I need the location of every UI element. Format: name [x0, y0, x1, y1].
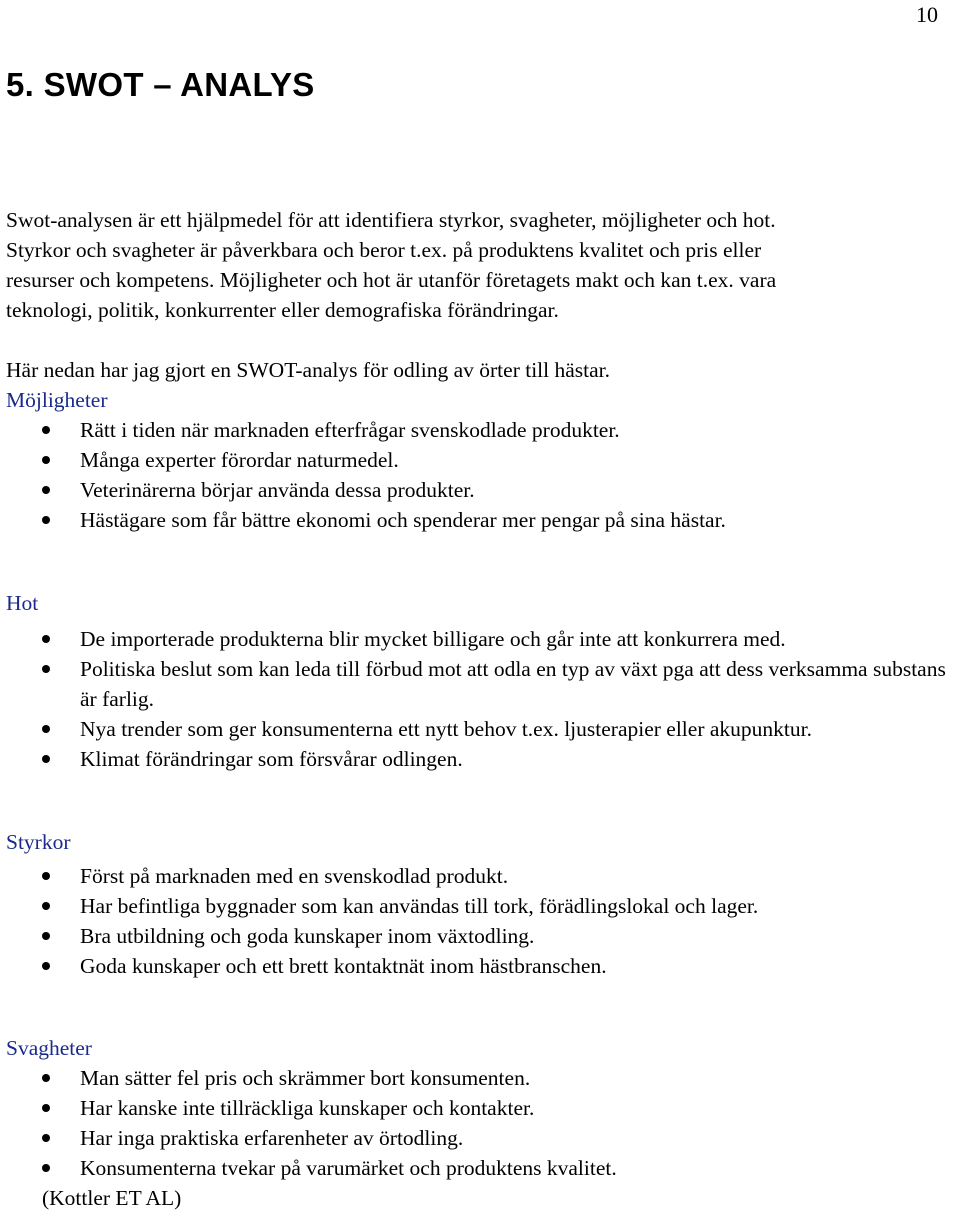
heading-mojligheter: Möjligheter: [6, 388, 108, 412]
citation: (Kottler ET AL): [42, 1186, 182, 1210]
list-item: Bra utbildning och goda kunskaper inom växtodling.: [6, 921, 956, 951]
list-item: Klimat förändringar som försvårar odlingen.: [6, 744, 956, 774]
page-title: 5. SWOT – ANALYS: [6, 66, 315, 103]
intro-line: teknologi, politik, konkurrenter eller demografiska förändringar.: [6, 298, 559, 322]
page-number: 10: [916, 2, 938, 27]
list-item: Många experter förordar naturmedel.: [6, 445, 956, 475]
intro-line: resurser och kompetens. Möjligheter och hot är utanför företagets makt och kan t.ex. vara: [6, 268, 777, 292]
intro-line: Styrkor och svagheter är påverkbara och beror t.ex. på produktens kvalitet och pris eller: [6, 238, 762, 262]
list-item: Hästägare som får bättre ekonomi och spenderar mer pengar på sina hästar.: [6, 505, 956, 535]
list-item: Rätt i tiden när marknaden efterfrågar svenskodlade produkter.: [6, 415, 956, 445]
heading-svagheter: Svagheter: [6, 1036, 92, 1060]
list-item: Har inga praktiska erfarenheter av örtodling.: [6, 1123, 956, 1153]
heading-styrkor: Styrkor: [6, 830, 71, 854]
list-item: Veterinärerna börjar använda dessa produkter.: [6, 475, 956, 505]
list-item: Har befintliga byggnader som kan användas till tork, förädlingslokal och lager.: [6, 891, 956, 921]
list-item: Politiska beslut som kan leda till förbud mot att odla en typ av växt pga att dess verksamma substans är farlig.: [6, 654, 956, 714]
list-item: Man sätter fel pris och skrämmer bort konsumenten.: [6, 1063, 956, 1093]
intro-line: Swot-analysen är ett hjälpmedel för att identifiera styrkor, svagheter, möjligheter och hot.: [6, 208, 776, 232]
list-item: Nya trender som ger konsumenterna ett nytt behov t.ex. ljusterapier eller akupunktur.: [6, 714, 956, 744]
list-mojligheter: [6, 415, 956, 535]
list-hot: [6, 624, 956, 774]
list-item: De importerade produkterna blir mycket billigare och går inte att konkurrera med.: [6, 624, 956, 654]
list-svagheter: [6, 1063, 956, 1183]
document-body: [6, 205, 956, 1213]
heading-hot: Hot: [6, 591, 39, 615]
list-item: Har kanske inte tillräckliga kunskaper och kontakter.: [6, 1093, 956, 1123]
list-styrkor: [6, 861, 956, 981]
intro-paragraph: [6, 205, 956, 325]
list-item: Konsumenterna tvekar på varumärket och produktens kvalitet.: [6, 1153, 956, 1183]
list-item: Goda kunskaper och ett brett kontaktnät inom hästbranschen.: [6, 951, 956, 981]
lead-sentence: Här nedan har jag gjort en SWOT-analys för odling av örter till hästar.: [6, 358, 611, 382]
list-item: Först på marknaden med en svenskodlad produkt.: [6, 861, 956, 891]
